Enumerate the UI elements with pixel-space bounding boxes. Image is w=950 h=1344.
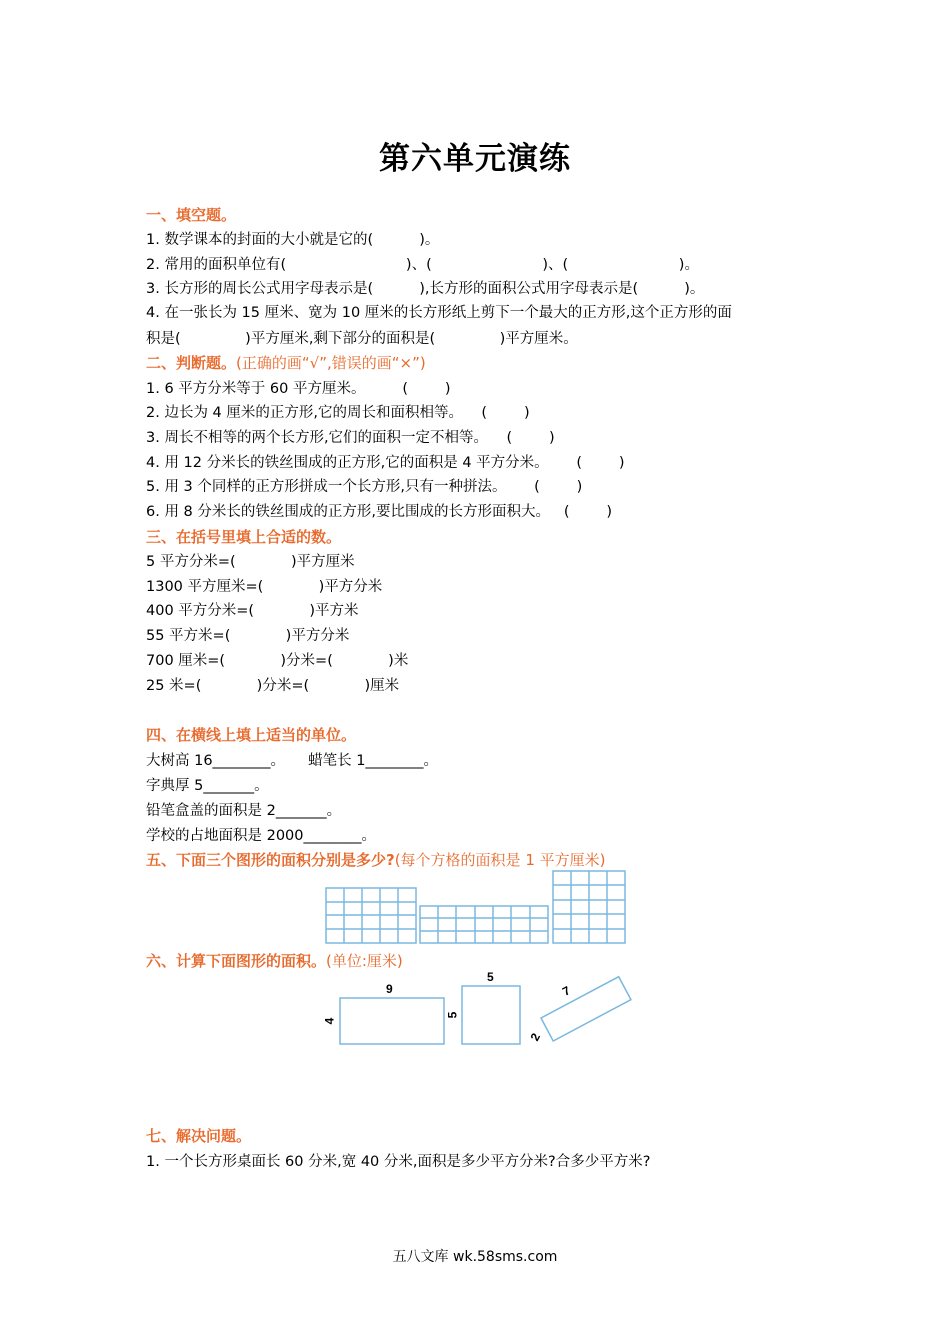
s4-line-4: 学校的占地面积是 2000________。 bbox=[146, 828, 377, 844]
s3-line-6: 25 米=( )分米=( )厘米 bbox=[146, 678, 400, 694]
s3-line-3: 400 平方分米=( )平方米 bbox=[146, 603, 359, 619]
tilted-length-label: 7 bbox=[560, 983, 573, 999]
tilted-width-label: 2 bbox=[527, 1030, 544, 1044]
s2-heading-note: (正确的画“√”,错误的画“×”) bbox=[236, 354, 426, 372]
s2-line-2: 2. 边长为 4 厘米的正方形,它的周长和面积相等。 ( ) bbox=[146, 405, 530, 421]
s5-heading-text: 五、下面三个图形的面积分别是多少? bbox=[146, 851, 395, 869]
grid-figure-1 bbox=[326, 888, 416, 943]
s2-line-1: 1. 6 平方分米等于 60 平方厘米。 ( ) bbox=[146, 381, 451, 397]
s1-line-5: 积是( )平方厘米,剩下部分的面积是( )平方厘米。 bbox=[146, 331, 578, 347]
s3-line-1: 5 平方分米=( )平方厘米 bbox=[146, 554, 355, 570]
s4-line-1: 大树高 16________。 蜡笔长 1________。 bbox=[146, 753, 438, 769]
grid-figure-3 bbox=[553, 871, 625, 943]
s4-line-2: 字典厚 5_______。 bbox=[146, 778, 269, 794]
s1-line-3: 3. 长方形的周长公式用字母表示是( ),长方形的面积公式用字母表示是( )。 bbox=[146, 281, 705, 297]
s2-heading-text: 二、判断题。 bbox=[146, 354, 237, 372]
s4-line-3: 铅笔盒盖的面积是 2_______。 bbox=[146, 803, 342, 819]
square-side-label: 5 bbox=[445, 1011, 460, 1019]
tilted-rectangle-figure bbox=[541, 977, 631, 1041]
rectangle-figure bbox=[340, 998, 444, 1044]
section-4-heading: 四、在横线上填上适当的单位。 bbox=[146, 726, 357, 744]
s2-line-6: 6. 用 8 分米长的铁丝围成的正方形,要比围成的长方形面积大。 ( ) bbox=[146, 504, 613, 520]
s5-heading-note: (每个方格的面积是 1 平方厘米) bbox=[394, 851, 606, 869]
s2-line-3: 3. 周长不相等的两个长方形,它们的面积一定不相等。 ( ) bbox=[146, 430, 555, 446]
s6-heading-text: 六、计算下面图形的面积。 bbox=[146, 952, 327, 970]
page-title: 第六单元演练 bbox=[379, 141, 571, 177]
grid-figure-2 bbox=[420, 906, 548, 943]
section-3-heading: 三、在括号里填上合适的数。 bbox=[146, 528, 342, 546]
s1-line-1: 1. 数学课本的封面的大小就是它的( )。 bbox=[146, 232, 440, 248]
s2-line-5: 5. 用 3 个同样的正方形拼成一个长方形,只有一种拼法。 ( ) bbox=[146, 479, 583, 495]
square-figure bbox=[462, 986, 520, 1044]
s7-line-1: 1. 一个长方形桌面长 60 分米,宽 40 分米,面积是多少平方分米?合多少平方米? bbox=[146, 1154, 651, 1170]
rect-width-label: 4 bbox=[322, 1017, 337, 1025]
rect-length-label: 9 bbox=[386, 982, 393, 996]
footer-watermark: 五八文库 wk.58sms.com bbox=[392, 1249, 558, 1265]
s3-line-2: 1300 平方厘米=( )平方分米 bbox=[146, 579, 383, 595]
section-6-heading bbox=[146, 950, 403, 971]
section-1-heading: 一、填空题。 bbox=[146, 206, 237, 224]
s2-line-4: 4. 用 12 分米长的铁丝围成的正方形,它的面积是 4 平方分米。 ( ) bbox=[146, 455, 625, 471]
s1-line-4: 4. 在一张长为 15 厘米、宽为 10 厘米的长方形纸上剪下一个最大的正方形,这个正方形的面 bbox=[146, 305, 732, 321]
square-top-label: 5 bbox=[487, 970, 494, 984]
s1-line-2: 2. 常用的面积单位有( )、( )、( )。 bbox=[146, 257, 699, 273]
s6-heading-note: (单位:厘米) bbox=[326, 952, 403, 970]
section-7-heading: 七、解决问题。 bbox=[146, 1127, 252, 1145]
s3-line-5: 700 厘米=( )分米=( )米 bbox=[146, 653, 409, 669]
s3-line-4: 55 平方米=( )平方分米 bbox=[146, 628, 350, 644]
